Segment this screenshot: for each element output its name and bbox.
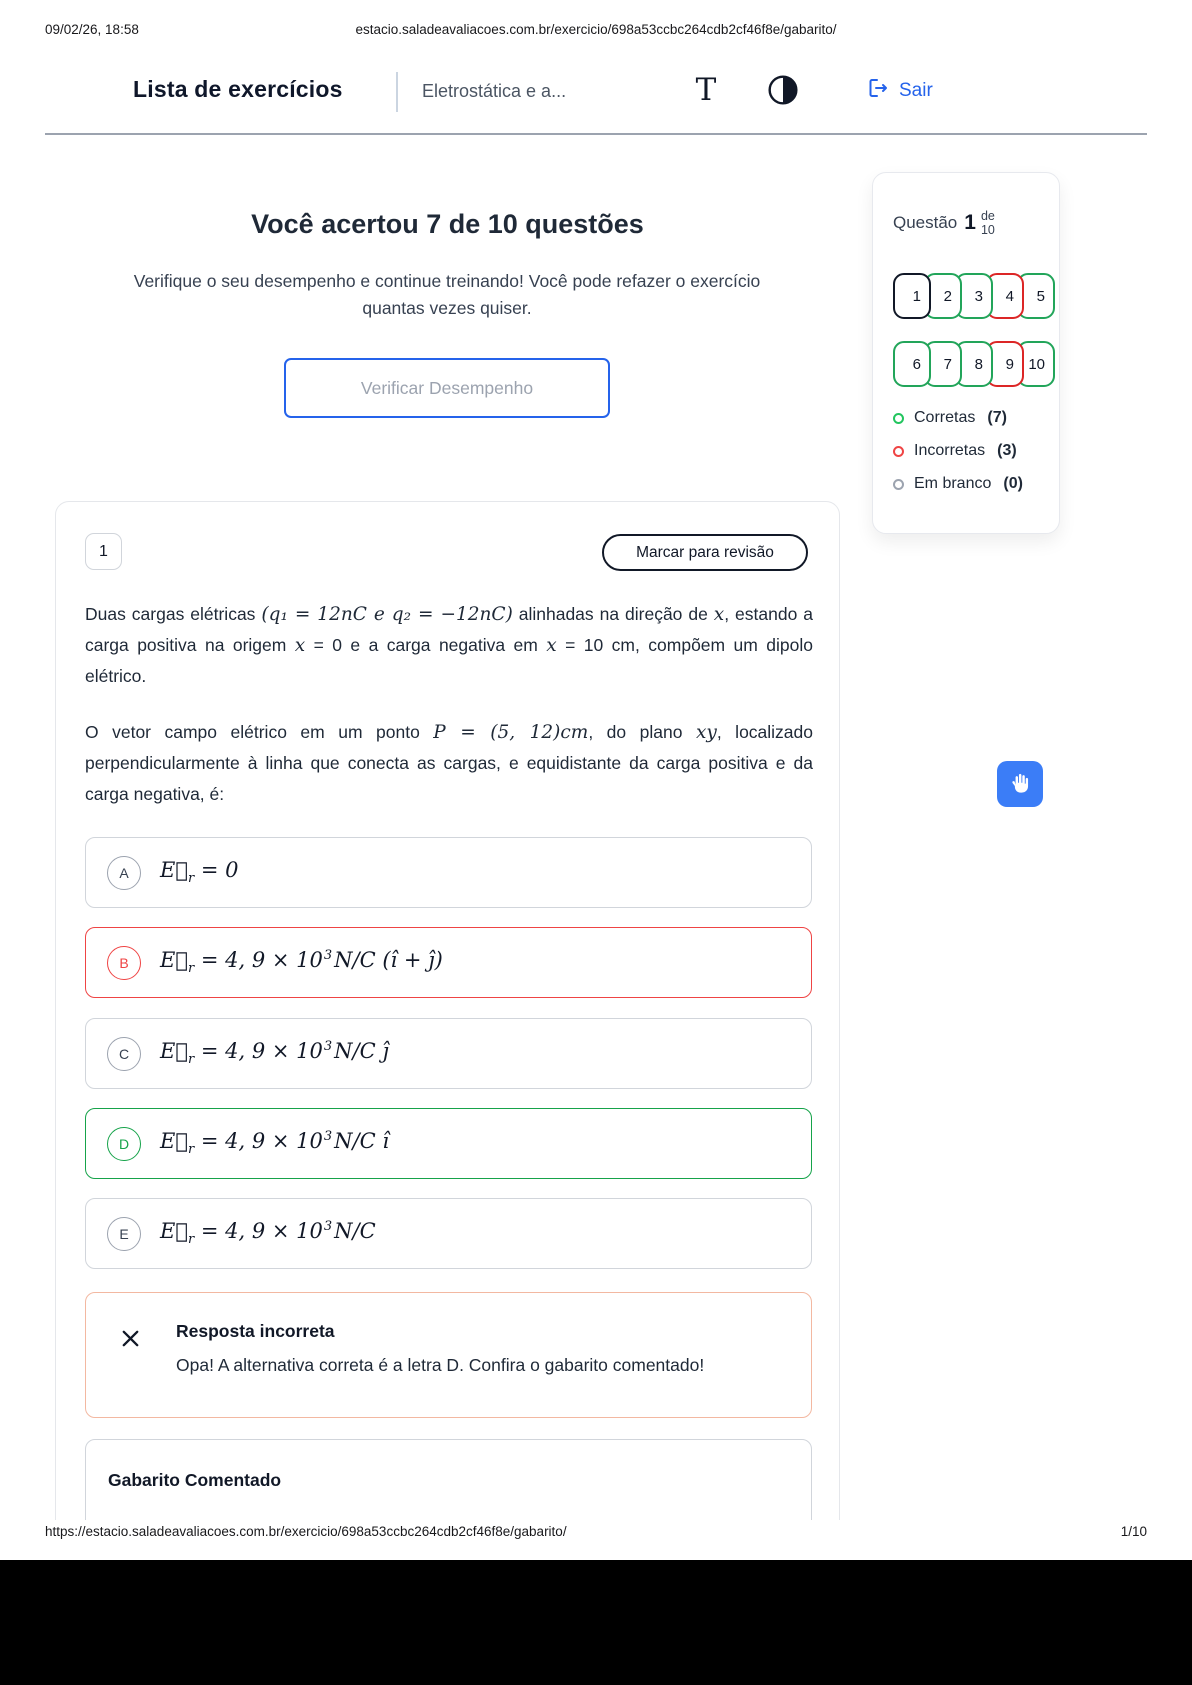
answer-key-box bbox=[85, 1439, 812, 1520]
mark-for-review-button[interactable]: Marcar para revisão bbox=[602, 534, 808, 571]
results-title: Você acertou 7 de 10 questões bbox=[251, 209, 644, 239]
libras-hand-icon bbox=[1006, 769, 1034, 800]
option-c-letter: C bbox=[107, 1037, 141, 1071]
progress-card bbox=[872, 172, 1060, 534]
page-title: Lista de exercícios bbox=[133, 76, 343, 102]
question-pill-6[interactable]: 6 bbox=[893, 341, 931, 387]
option-e-letter: E bbox=[107, 1217, 141, 1251]
print-url-header: estacio.saladeavaliacoes.com.br/exercicio/698a53ccbc264cdb2cf46f8e/gabarito/ bbox=[355, 22, 837, 37]
correct-dot-icon bbox=[893, 413, 904, 424]
legend-blank-label: Em branco bbox=[914, 475, 992, 492]
question-pill-9[interactable]: 9 bbox=[986, 341, 1024, 387]
question-pill-1[interactable]: 1 bbox=[893, 273, 931, 319]
libras-accessibility-button[interactable] bbox=[997, 761, 1043, 807]
question-card bbox=[55, 501, 840, 1520]
print-page-indicator: 1/10 bbox=[1120, 1524, 1147, 1539]
question-card-clip bbox=[55, 501, 842, 1520]
option-b-letter: B bbox=[107, 946, 141, 980]
print-url-footer: https://estacio.saladeavaliacoes.com.br/exercicio/698a53ccbc264cdb2cf46f8e/gabarito/ bbox=[45, 1524, 567, 1539]
contrast-half-circle-icon bbox=[767, 94, 799, 109]
question-pill-3[interactable]: 3 bbox=[955, 273, 993, 319]
answer-key-title: Gabarito Comentado bbox=[108, 1470, 282, 1490]
option-a-formula: $E⃗_r = 0$ bbox=[160, 858, 239, 887]
question-pill-7[interactable]: 7 bbox=[924, 341, 962, 387]
answer-option-b[interactable] bbox=[85, 927, 812, 998]
question-total: de 10 bbox=[980, 209, 995, 238]
logout-label: Sair bbox=[899, 80, 933, 101]
legend-correct bbox=[893, 409, 1007, 427]
blank-dot-icon bbox=[893, 479, 904, 490]
legend-blank bbox=[893, 475, 1023, 493]
legend-incorrect bbox=[893, 442, 1017, 460]
option-d-formula: $E⃗_r = 4$, $9 \times 10^3N/C$ î bbox=[160, 1129, 390, 1158]
answer-option-d[interactable] bbox=[85, 1108, 812, 1179]
question-pill-4[interactable]: 4 bbox=[986, 273, 1024, 319]
question-pill-8[interactable]: 8 bbox=[955, 341, 993, 387]
feedback-body: Opa! A alternativa correta é a letra D. Confira o gabarito comentado! bbox=[176, 1355, 705, 1375]
question-pill-2[interactable]: 2 bbox=[924, 273, 962, 319]
question-number-badge: 1 bbox=[85, 533, 122, 570]
header-divider bbox=[396, 72, 398, 112]
logout-button[interactable] bbox=[866, 76, 933, 106]
answer-option-c[interactable] bbox=[85, 1018, 812, 1089]
logout-arrow-icon bbox=[866, 76, 890, 106]
incorrect-dot-icon bbox=[893, 446, 904, 457]
feedback-title: Resposta incorreta bbox=[176, 1321, 335, 1341]
legend-incorrect-label: Incorretas bbox=[914, 442, 986, 459]
option-c-formula: $E⃗_r = 4$, $9 \times 10^3N/C$ ĵ bbox=[160, 1039, 389, 1068]
question-text-paragraph-2: O vetor campo elétrico em um ponto P = (5, 12)cm, do plano xy, localizado perpendicularmente à linha que conecta as cargas, e equidistante da carga positiva e da carga negativa, é: bbox=[85, 722, 814, 804]
option-b-formula: $E⃗_r = 4$, $9 \times 10^3N/C$ (î + ĵ) bbox=[160, 948, 443, 977]
question-pills-row-2 bbox=[893, 341, 1055, 387]
answer-option-e[interactable] bbox=[85, 1198, 812, 1269]
question-pills-row-1 bbox=[893, 273, 1055, 319]
question-text-paragraph-1: Duas cargas elétricas (q₁ = 12nC e q₂ = −12nC) alinhadas na direção de x, estando a carga positiva na origem x = 0 e a carga negativa em x = 10 cm, compõem um dipolo elétrico. bbox=[85, 604, 813, 686]
legend-incorrect-count: (3) bbox=[997, 442, 1017, 459]
option-e-formula: $E⃗_r = 4$, $9 \times 10^3N/C$ bbox=[160, 1219, 376, 1248]
legend-blank-count: (0) bbox=[1003, 475, 1023, 492]
check-performance-button[interactable]: Verificar Desempenho bbox=[284, 358, 610, 418]
legend-correct-label: Corretas bbox=[914, 409, 976, 426]
answer-option-a[interactable] bbox=[85, 837, 812, 908]
print-datetime: 09/02/26, 18:58 bbox=[45, 22, 139, 37]
exercise-name: Eletrostática e a... bbox=[422, 81, 567, 101]
question-pill-10[interactable]: 10 bbox=[1017, 341, 1055, 387]
legend-correct-count: (7) bbox=[987, 409, 1007, 426]
option-d-letter: D bbox=[107, 1127, 141, 1161]
question-label: Questão bbox=[893, 213, 958, 233]
pdf-viewer-background bbox=[0, 1560, 1192, 1685]
contrast-toggle-button[interactable] bbox=[766, 74, 800, 108]
text-size-button[interactable]: T bbox=[688, 70, 724, 110]
feedback-box bbox=[85, 1292, 812, 1418]
progress-heading bbox=[893, 209, 995, 238]
current-question-number: 1 bbox=[964, 211, 976, 235]
x-icon bbox=[119, 1327, 142, 1355]
results-subtitle: Verifique o seu desempenho e continue treinando! Você pode refazer o exercício quantas vezes quiser. bbox=[133, 271, 761, 319]
option-a-letter: A bbox=[107, 856, 141, 890]
question-pill-5[interactable]: 5 bbox=[1017, 273, 1055, 319]
header-rule bbox=[45, 133, 1147, 135]
